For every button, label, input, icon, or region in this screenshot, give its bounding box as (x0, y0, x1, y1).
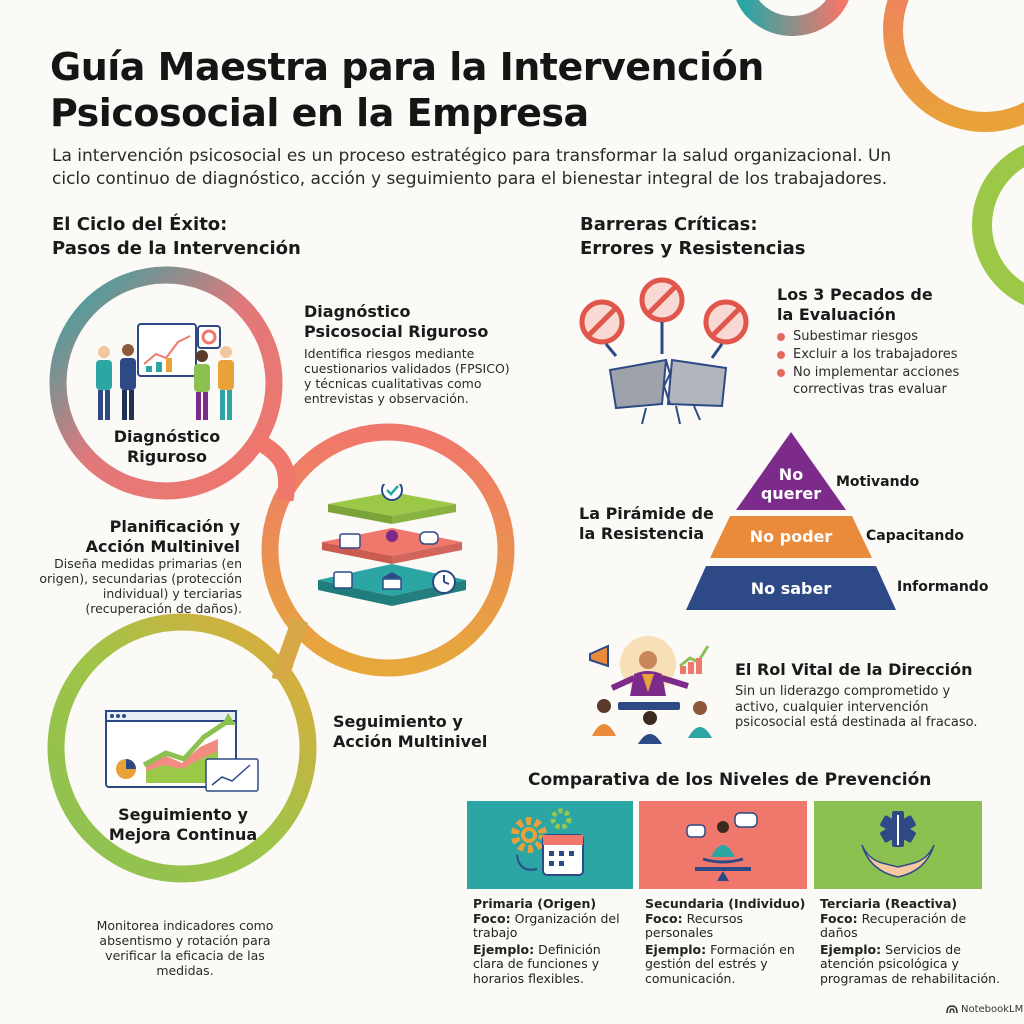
step3-circle-label-line-2: Mejora Continua (108, 825, 258, 844)
step3-text-line-4: medidas. (156, 963, 214, 978)
step3-circle-label-line-1: Seguimiento y (118, 805, 248, 824)
example-label: Ejemplo: (473, 941, 535, 957)
step3-text-line-2: absentismo y rotación para (99, 933, 271, 948)
tertiary-example (820, 943, 1004, 958)
sin-item-label-line-2: correctivas tras evaluar (793, 382, 947, 397)
sins-list (777, 328, 987, 399)
brand-label: NotebookLM (961, 1004, 1024, 1015)
step1-description (304, 346, 534, 406)
example-line-1: Formación en (710, 941, 795, 957)
step1-circle-label-line-1: Diagnóstico (113, 427, 221, 446)
pyramid-bottom-label: No saber (750, 579, 832, 598)
secondary-prevention-panel (639, 801, 807, 889)
sin-item (777, 328, 987, 345)
step2-text-line-2: origen), secundarias (protección (39, 571, 242, 586)
step3-circle-label (98, 805, 268, 845)
comparison-heading: Comparativa de los Niveles de Prevención (528, 770, 932, 790)
pyramid-top-label-line-2: querer (760, 484, 822, 503)
step2-text-line-3: individual) y terciarias (102, 586, 242, 601)
step1-title (304, 302, 488, 342)
step3-side-title-line-1: Seguimiento y (333, 712, 463, 731)
step3-description (80, 918, 290, 978)
focus-line-1: Recursos (686, 910, 744, 926)
focus-label: Foco: (820, 910, 858, 926)
step3-text-line-1: Monitorea indicadores como (96, 918, 274, 933)
example-line-2: clara de funciones y (473, 956, 600, 971)
sin-item-label: Subestimar riesgos (793, 329, 919, 344)
role-description (735, 684, 995, 731)
subtitle-line-1: La intervención psicosocial es un proceso estratégico para transformar la salud organizacional. Un (52, 146, 892, 166)
barriers-heading-line-1: Barreras Críticas: (580, 214, 758, 235)
leadership-meeting-illustration (584, 636, 722, 746)
example-line-2: gestión del estrés y (645, 956, 768, 971)
barriers-heading (580, 213, 805, 261)
cycle-heading-line-1: El Ciclo del Éxito: (52, 214, 228, 235)
secondary-title: Secundaria (Individuo) (645, 896, 806, 911)
sin-item-label (793, 364, 959, 398)
team-presentation-illustration (90, 318, 250, 426)
brand-badge (946, 1004, 1023, 1015)
layered-actions-illustration (312, 484, 472, 634)
role-text-line-3: psicosocial está destinada al fracaso. (735, 715, 978, 730)
barriers-heading-line-2: Errores y Resistencias (580, 238, 806, 259)
sins-title-line-2: la Evaluación (777, 305, 897, 324)
focus-label: Foco: (473, 910, 511, 926)
bullet-icon (777, 351, 785, 359)
focus-line-2: daños (820, 925, 858, 940)
sin-item (777, 346, 987, 363)
step1-title-line-1: Diagnóstico (304, 302, 411, 321)
step2-description (30, 556, 242, 616)
pyramid-bottom-side-label: Informando (897, 579, 989, 595)
step3-text-line-3: verificar la eficacia de las (105, 948, 265, 963)
pyramid-middle-side-label: Capacitando (866, 528, 965, 544)
step1-text-line-2: cuestionarios validados (FPSICO) (304, 361, 510, 376)
example-line-2: atención psicológica y (820, 956, 959, 971)
example-line-3: programas de rehabilitación. (820, 970, 1001, 986)
focus-line-2: trabajo (473, 925, 518, 940)
example-line-1: Definición (538, 941, 601, 957)
step2-text-line-4: (recuperación de daños). (85, 601, 242, 616)
cycle-heading-line-2: Pasos de la Intervención (52, 238, 301, 259)
step1-circle-label-line-2: Riguroso (126, 447, 208, 466)
tertiary-prevention-text (820, 897, 1004, 986)
example-label: Ejemplo: (645, 941, 707, 957)
secondary-focus (645, 912, 810, 927)
notebooklm-logo-icon (946, 1005, 958, 1014)
secondary-prevention-text (645, 897, 810, 986)
pyramid-top-label-line-1: No (778, 465, 804, 484)
prohibition-signs-broken-stone-icon (576, 274, 766, 432)
role-text-line-1: Sin un liderazgo comprometido y (735, 684, 951, 699)
focus-line-1: Organización del (514, 910, 620, 926)
tertiary-focus (820, 912, 1004, 927)
meditation-balance-icon (639, 801, 807, 889)
step2-text-line-1: Diseña medidas primarias (en (54, 556, 242, 571)
step1-circle-label (96, 427, 238, 467)
sin-item (777, 364, 987, 398)
step2-title-line-1: Planificación y (109, 517, 240, 536)
pyramid-top-label (750, 465, 832, 503)
title-line-1: Guía Maestra para la Intervención (50, 45, 764, 89)
example-label: Ejemplo: (820, 941, 882, 957)
subtitle-line-2: ciclo continuo de diagnóstico, acción y seguimiento para el bienestar integral de los trabajadores. (52, 169, 888, 189)
step2-title-line-2: Acción Multinivel (85, 537, 240, 556)
example-line-3: comunicación. (645, 970, 736, 986)
focus-line-1: Recuperación de (861, 910, 967, 926)
sin-item-label: Excluir a los trabajadores (793, 347, 958, 362)
step1-text-line-1: Identifica riesgos mediante (304, 346, 475, 361)
sins-title-line-1: Los 3 Pecados de (777, 285, 933, 304)
step3-side-title (333, 712, 487, 752)
secondary-example (645, 943, 810, 958)
primary-prevention-text (473, 897, 635, 986)
role-text-line-2: activo, cualquier intervención (735, 699, 929, 715)
step3-side-title-line-2: Acción Multinivel (333, 732, 488, 751)
primary-prevention-panel (467, 801, 633, 889)
pyramid-middle-label: No poder (749, 527, 833, 546)
example-line-3: horarios flexibles. (473, 970, 584, 986)
role-title: El Rol Vital de la Dirección (735, 660, 973, 679)
focus-label: Foco: (645, 910, 683, 926)
step1-text-line-4: entrevistas y observación. (304, 391, 469, 406)
growth-chart-illustration (104, 707, 262, 793)
example-line-1: Servicios de (885, 941, 961, 957)
bullet-icon (777, 369, 785, 377)
pyramid-title-line-2: la Resistencia (579, 524, 705, 543)
medical-hands-icon (814, 801, 982, 889)
gears-calendar-icon (467, 801, 633, 889)
primary-focus (473, 912, 635, 927)
bullet-icon (777, 333, 785, 341)
primary-example (473, 943, 635, 958)
step1-title-line-2: Psicosocial Riguroso (304, 322, 489, 341)
focus-line-2: personales (645, 925, 714, 940)
sin-item-label-line-1: No implementar acciones (793, 365, 960, 380)
step2-title (60, 517, 240, 557)
pyramid-top-side-label: Motivando (836, 474, 920, 490)
sins-title (777, 285, 933, 325)
primary-title: Primaria (Origen) (473, 896, 597, 911)
pyramid-title-line-1: La Pirámide de (579, 504, 714, 523)
tertiary-title: Terciaria (Reactiva) (820, 896, 958, 911)
step1-text-line-3: y técnicas cualitativas como (304, 376, 482, 391)
tertiary-prevention-panel (814, 801, 982, 889)
title-line-2: Psicosocial en la Empresa (50, 91, 589, 135)
